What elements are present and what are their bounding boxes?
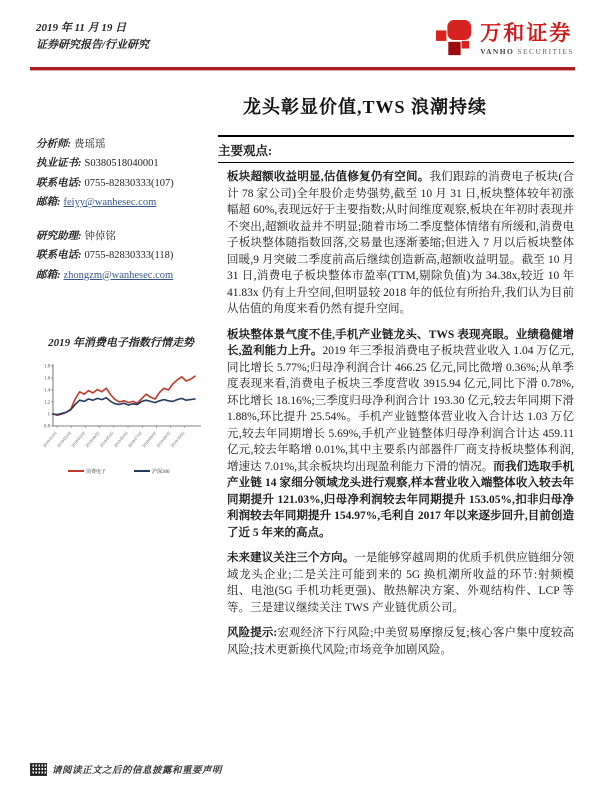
cert-line (36, 154, 206, 173)
index-trend-chart (36, 361, 206, 479)
main-column (218, 135, 574, 667)
email-line-1 (36, 193, 206, 212)
footer-disclaimer: 请阅读正文之后的信息披露和重要声明 (52, 766, 223, 776)
svg-text:2019/03/02: 2019/03/02 (70, 430, 87, 449)
assistant-email-link[interactable]: zhongzm@wanhesec.com (63, 269, 174, 281)
logo-en-light: SECURITIES (517, 46, 574, 56)
svg-text:2019/09/02: 2019/09/02 (155, 430, 172, 449)
page-title: 龙头彰显价值,TWS 浪潮持续 (242, 97, 487, 117)
content (36, 135, 574, 667)
svg-text:2019/01/02: 2019/01/02 (41, 430, 58, 449)
report-date: 2019 年 11 月 19 日 (36, 22, 127, 34)
assistant-label: 研究助理: (36, 230, 82, 242)
tel-label-1: 联系电话: (36, 177, 82, 189)
main-paragraphs (218, 163, 574, 658)
svg-text:沪深300: 沪深300 (152, 470, 170, 476)
svg-text:1.6: 1.6 (44, 376, 50, 382)
header-divider (30, 67, 575, 71)
body-paragraph: 板块整体景气度不佳,手机产业链龙头、TWS 表现亮眼。业绩稳健增长,盈利能力上升。2019 年三季报消费电子板块营业收入 1.04 万亿元,同比增长 5.77%;归母净利润合计 466.25 亿元,同比微增 0.36%;从单季度表现来看,消费电子板块三季度营收 3915.94 亿元,同比下滑 0.78%,环比增长 18.16%;三季度归母净利润合计 193.30 亿元,较去年同期下滑 1.88%,环比提升 25.54%。手机产业链整体营业收入合计达 1.03 万亿元,较去年同期增长 5.69%,手机产业链整体归母净利润合计达 459.11 亿元,较去年略增 0.01%,其中主要系内部器件厂商支持板块整体利润,增速达 7.01%,其余板块均出现盈利能力下滑的情况。而我们选取手机产业链 14 家细分领域龙头进行观察,样本营业收入端整体收入较去年同期提升 121.03%,归母净利润较去年同期提升 153.05%,扣非归母净利润较去年同期提升 154.97%,毛利自 2017 年以来逐步回升,目前创造了近 5 年来的高点。 (227, 328, 575, 539)
chart-title: 2019 年消费电子指数行情走势 (48, 336, 194, 349)
svg-text:2019/08/02: 2019/08/02 (141, 430, 158, 449)
tel-label-2: 联系电话: (36, 250, 82, 262)
svg-text:1.8: 1.8 (44, 364, 50, 370)
tel-number-2: 0755-82830333(118) (84, 250, 174, 262)
tel-line-2 (36, 246, 206, 265)
logo-cn: 万和证券 (480, 20, 573, 45)
svg-text:1.4: 1.4 (44, 388, 50, 394)
svg-text:2019/02/02: 2019/02/02 (55, 430, 72, 449)
tel-line-1 (36, 174, 206, 193)
tel-number-1: 0755-82830333(107) (84, 177, 174, 189)
svg-text:1.2: 1.2 (44, 400, 50, 406)
section-heading: 主要观点: (218, 137, 574, 163)
logo-en-bold: VANHO (480, 46, 515, 56)
svg-text:2019/05/02: 2019/05/02 (98, 430, 115, 449)
report-category: 证券研究报告/行业研究 (36, 39, 150, 52)
company-logo (435, 20, 574, 58)
analyst-email-link[interactable]: feiyy@wanhesec.com (63, 197, 157, 209)
body-paragraph: 风险提示:宏观经济下行风险;中美贸易摩擦反复;核心客户集中度较高风险;技术更新换代风险;市场竞争加剧风险。 (227, 627, 574, 656)
body-paragraph: 板块超额收益明显,估值修复仍有空间。我们跟踪的消费电子板块(合计 78 家公司)全年股价走势强势,截至 10 月 31 日,板块整体较年初涨幅超 60%,表现远好于主要指数;从时间维度观察,板块在年初时表现并不突出,超额收益并不明显;随着市场二季度整体情绪有所缓和,消费电子板块整体随指数回落,交易量也逐渐萎缩;但进入 7 月以后板块整体回暖,9 月突破二季度前高后继续创造新高,超额收益明显。截至 10 月 31 日,消费电子板块整体市盈率(TTM,剔除负值)为 34.38x,较近 10 年 41.83x 仍有上升空间,但明显较 2018 年的低位有所抬升,我们认为目前从估值的角度来看仍然有提升空间。 (227, 171, 574, 315)
logo-en (480, 47, 574, 56)
analyst-line (36, 135, 206, 154)
svg-text:0.8: 0.8 (44, 424, 50, 430)
svg-text:2019/06/02: 2019/06/02 (112, 430, 129, 449)
svg-text:2019/10/02: 2019/10/02 (169, 430, 186, 449)
assistant-line (36, 227, 206, 246)
logo-text (480, 20, 574, 56)
cert-label: 执业证书: (36, 158, 82, 170)
report-header (36, 20, 574, 58)
analyst-label: 分析师: (36, 139, 71, 150)
main-head-rule (218, 135, 574, 163)
email-label-1: 邮箱: (36, 197, 61, 209)
cert-number: S0380518040001 (84, 158, 159, 170)
page-footer (30, 762, 222, 776)
assistant-name: 钟倬铭 (84, 230, 116, 242)
analyst-name: 费瑶瑶 (74, 139, 106, 150)
email-line-2 (36, 266, 206, 285)
svg-text:2019/07/02: 2019/07/02 (126, 430, 143, 449)
vanho-logo-icon (435, 20, 473, 58)
index-trend-chart-block (36, 333, 206, 479)
sidebar (36, 135, 206, 667)
header-meta (36, 20, 149, 54)
body-paragraph: 未来建议关注三个方向。一是能够穿越周期的优质手机供应链细分领域龙头企业;二是关注可能到来的 5G 换机潮所收益的环节:射频模组、电池(5G 手机功耗更强)、散热解决方案、外观结构件、LCP 等等。三是建议继续关注 TWS 产业链优质公司。 (227, 552, 575, 614)
email-label-2: 邮箱: (36, 269, 61, 281)
svg-text:1: 1 (47, 412, 50, 418)
svg-text:消费电子: 消费电子 (86, 470, 107, 476)
qr-code-icon (30, 763, 47, 776)
svg-text:2019/04/02: 2019/04/02 (84, 430, 101, 449)
